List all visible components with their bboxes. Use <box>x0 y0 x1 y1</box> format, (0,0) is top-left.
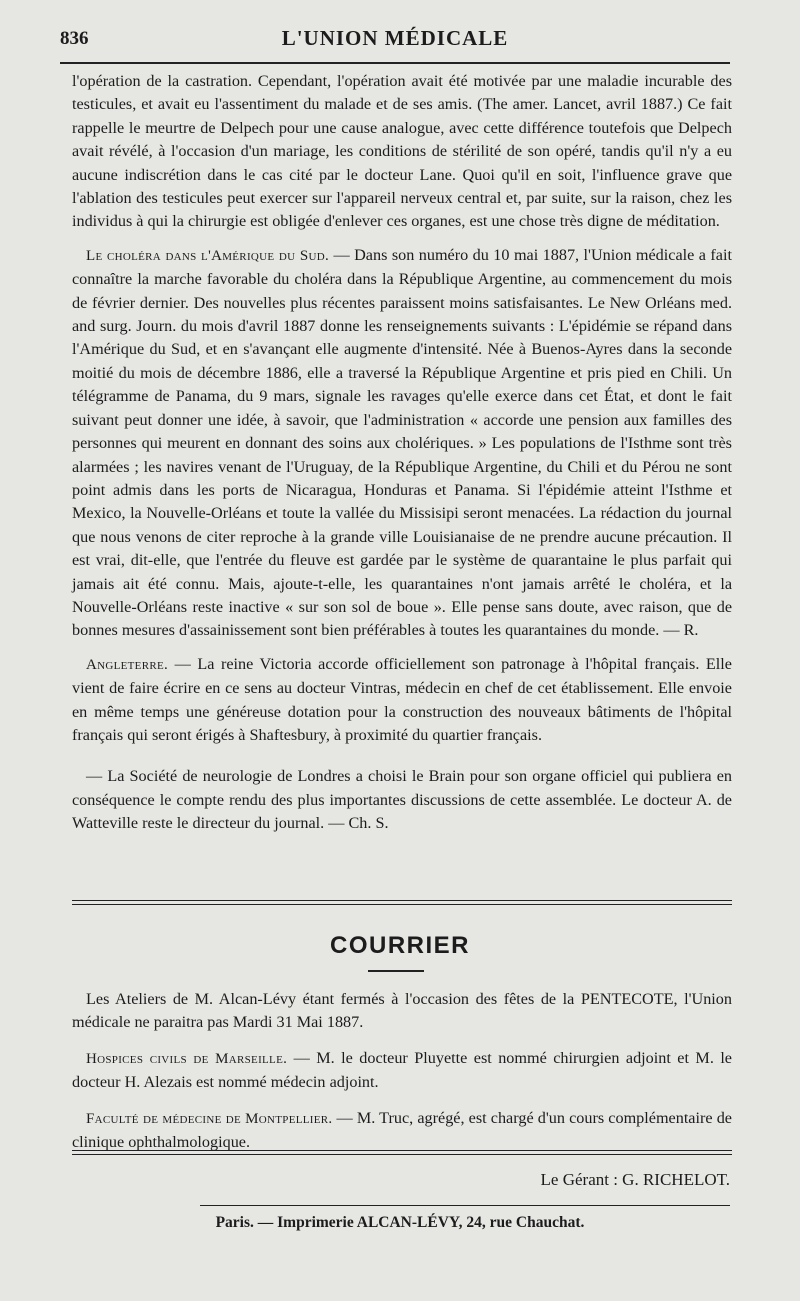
angleterre-heading: Angleterre. <box>86 656 169 673</box>
courrier-notice: Les Ateliers de M. Alcan-Lévy étant fermés à l'occasion des fêtes de la PENTECOTE, l'Union médicale ne paraitra pas Mardi 31 Mai 1887. <box>72 990 732 1032</box>
signature: Le Gérant : G. RICHELOT. <box>540 1170 730 1189</box>
paragraph-neurologie: — La Société de neurologie de Londres a choisi le Brain pour son organe officiel qui publiera en conséquence le compte rendu des plus importantes discussions de cette assemblée. Le docteur A. de Watteville reste le directeur du journal. — Ch. S. <box>72 767 732 833</box>
journal-title: L'UNION MÉDICALE <box>281 26 509 50</box>
angleterre-text: — La reine Victoria accorde officiellement son patronage à l'hôpital français. Elle vient de faire écrire en ce sens au docteur Vintras, médecin en chef de cet établissement. Elle envoie en même temps une généreuse dotation pour la construction des nouveaux bâtiments de l'hôpital français qui seront érigés à Shaftesbury, à proximité du quartier français. <box>72 654 732 744</box>
marseille-heading: Hospices civils de Marseille. <box>86 1050 288 1067</box>
montpellier-text: — M. Truc, agrégé, est chargé d'un cours complémentaire de clinique ophthalmologique. <box>72 1108 732 1152</box>
printer-line: Paris. — Imprimerie ALCAN-LÉVY, 24, rue Chauchat. <box>215 1214 585 1231</box>
cholera-heading: Le choléra dans l'Amérique du Sud. <box>86 247 329 264</box>
courrier-marseille <box>72 1047 732 1095</box>
page-number: 836 <box>60 28 89 49</box>
paragraph-castration: l'opération de la castration. Cependant, l'opération avait été motivée par une maladie incurable des testicules, et avait eu l'assentiment du malade et de ses amis. (The amer. Lancet, avril 1887.) Ce fait rappelle le meurtre de Delpech pour une cause analogue, avec cette différence toutefois que Delpech avait révélé, à l'occasion d'un mariage, les conditions de stérilité de son opéré, tandis qu'il n'y a eu aucune indiscrétion dans le cas cité par le docteur Lane. Quoi qu'il en soit, l'influence grave que l'ablation des testicules peut exercer sur l'appareil nerveux central et, par suite, sur la raison, chez les individus à qui la chirurgie est obligée d'enlever ces organes, est une chose très digne de méditation. <box>72 72 732 231</box>
paragraph-cholera <box>72 244 732 643</box>
page-header <box>60 28 730 64</box>
marseille-text: — M. le docteur Pluyette est nommé chirurgien adjoint et M. le docteur H. Alezais est nommé médecin adjoint. <box>72 1048 732 1092</box>
section-divider <box>72 900 732 905</box>
courrier-montpellier <box>72 1107 732 1155</box>
courrier-title: COURRIER <box>329 932 470 959</box>
title-underline <box>368 970 424 972</box>
footer-divider <box>72 1150 732 1155</box>
printer-rule <box>200 1205 730 1206</box>
cholera-text: — Dans son numéro du 10 mai 1887, l'Union médicale a fait connaître la marche favorable du choléra dans la République Argentine, au commencement du mois de février dernier. Des nouvelles plus récentes paraissent moins satisfaisantes. Le New Orléans med. and surg. Journ. du mois d'avril 1887 donne les renseignements suivants : L'épidémie se répand dans l'Amérique du Sud, et en s'avançant elle augmente d'intensité. Née à Buenos-Ayres dans la seconde moitié du mois de décembre 1886, elle a traversé la République Argentine et pris pied en Chili. Un télégramme de Panama, du 9 mars, signale les ravages qu'elle exerce dans cet État, et dont le fait suivant peut donner une idée, à savoir, que l'administration « accorde une pension aux familles des personnes qui meurent en donnant des soins aux cholériques. » Les populations de l'Isthme sont très alarmées ; les navires venant de l'Uruguay, de la République Argentine, du Chili et du Pérou ne sont point admis dans les ports de Nicaragua, Honduras et Panama. Si l'épidémie atteint l'Isthme et Mexico, la Nouvelle-Orléans et toute la vallée du Missisipi seront menacées. La rédaction du journal que nous venons de citer reproche à la grande ville Louisianaise de ne prendre aucune précaution. Il est vrai, dit-elle, que l'entrée du fleuve est gardée par le système de quarantaine le plus parfait qui jamais ait été connu. Mais, ajoute-t-elle, les quarantaines n'ont jamais arrêté le choléra, et la Nouvelle-Orléans reste inactive « sur son sol de boue ». Elle pense sans doute, avec raison, que de bonnes mesures d'assainissement sont bien préférables à toutes les quarantaines du monde. — R. <box>72 245 732 640</box>
paragraph-angleterre <box>72 653 732 748</box>
courrier-section <box>72 988 732 1154</box>
montpellier-heading: Faculté de médecine de Montpellier. <box>86 1110 333 1127</box>
article-body <box>72 70 732 836</box>
